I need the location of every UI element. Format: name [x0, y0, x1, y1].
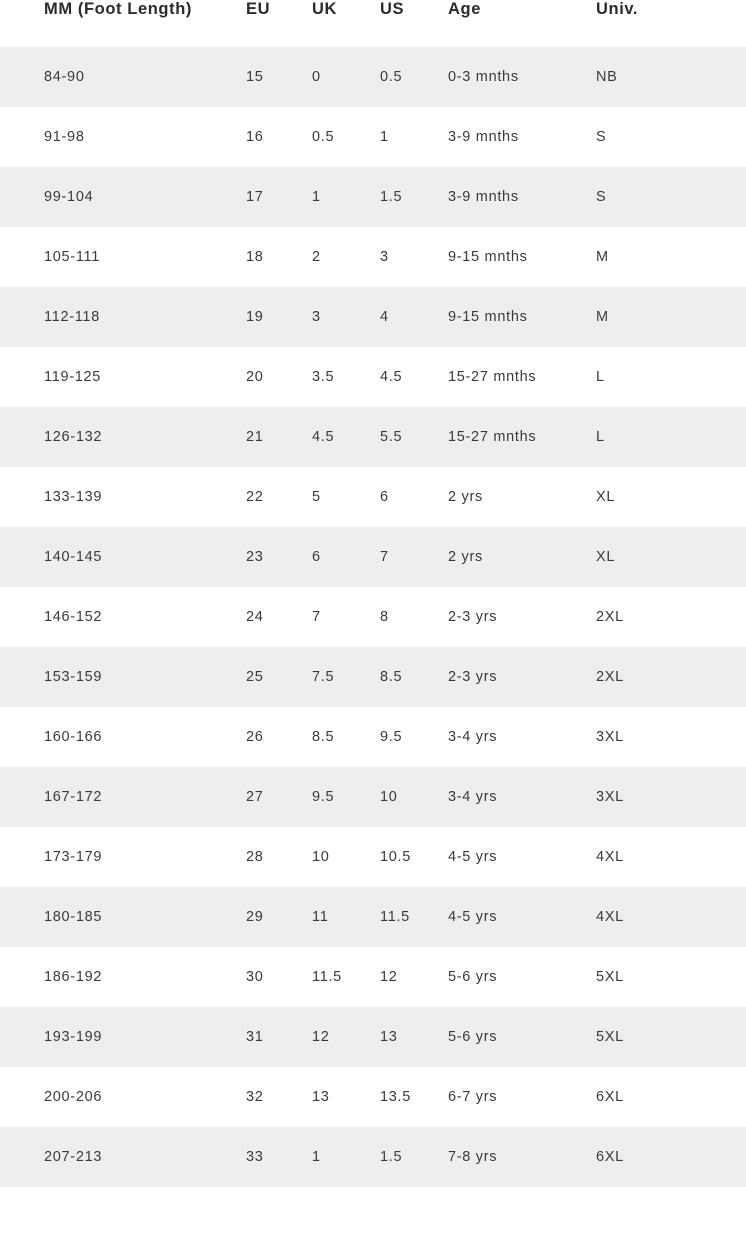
cell-spacer — [690, 467, 746, 527]
cell-univ: 5XL — [596, 947, 690, 1007]
cell-mm: 91-98 — [0, 107, 246, 167]
cell-uk: 3 — [312, 287, 380, 347]
cell-mm: 186-192 — [0, 947, 246, 1007]
cell-us: 1.5 — [380, 1127, 448, 1187]
cell-univ: XL — [596, 527, 690, 587]
cell-eu: 23 — [246, 527, 312, 587]
cell-uk: 12 — [312, 1007, 380, 1067]
cell-spacer — [690, 587, 746, 647]
cell-uk: 7.5 — [312, 647, 380, 707]
table-row — [0, 1127, 746, 1187]
cell-uk: 11.5 — [312, 947, 380, 1007]
cell-age: 5-6 yrs — [448, 1007, 596, 1067]
table-row — [0, 347, 746, 407]
cell-us: 6 — [380, 467, 448, 527]
cell-univ: 6XL — [596, 1067, 690, 1127]
cell-us: 1.5 — [380, 167, 448, 227]
cell-spacer — [690, 347, 746, 407]
cell-spacer — [690, 107, 746, 167]
table-row — [0, 167, 746, 227]
cell-mm: 112-118 — [0, 287, 246, 347]
cell-age: 15-27 mnths — [448, 407, 596, 467]
cell-us: 8.5 — [380, 647, 448, 707]
cell-mm: 167-172 — [0, 767, 246, 827]
cell-eu: 28 — [246, 827, 312, 887]
cell-mm: 84-90 — [0, 47, 246, 107]
cell-univ: L — [596, 347, 690, 407]
cell-us: 1 — [380, 107, 448, 167]
cell-us: 10 — [380, 767, 448, 827]
cell-us: 5.5 — [380, 407, 448, 467]
cell-univ: XL — [596, 467, 690, 527]
cell-spacer — [690, 47, 746, 107]
table-row — [0, 407, 746, 467]
cell-mm: 160-166 — [0, 707, 246, 767]
cell-uk: 10 — [312, 827, 380, 887]
cell-age: 3-4 yrs — [448, 707, 596, 767]
cell-uk: 6 — [312, 527, 380, 587]
cell-spacer — [690, 227, 746, 287]
cell-uk: 0 — [312, 47, 380, 107]
column-header-uk: UK — [312, 0, 338, 18]
cell-eu: 30 — [246, 947, 312, 1007]
cell-age: 2 yrs — [448, 527, 596, 587]
cell-eu: 27 — [246, 767, 312, 827]
cell-us: 0.5 — [380, 47, 448, 107]
column-header-spacer — [690, 0, 746, 47]
cell-age: 9-15 mnths — [448, 287, 596, 347]
cell-eu: 20 — [246, 347, 312, 407]
cell-univ: 4XL — [596, 827, 690, 887]
cell-us: 4 — [380, 287, 448, 347]
cell-mm: 140-145 — [0, 527, 246, 587]
table-header — [0, 0, 746, 47]
column-header-eu: EU — [246, 0, 271, 18]
cell-us: 10.5 — [380, 827, 448, 887]
cell-age: 15-27 mnths — [448, 347, 596, 407]
cell-age: 2-3 yrs — [448, 587, 596, 647]
cell-age: 4-5 yrs — [448, 887, 596, 947]
cell-mm: 133-139 — [0, 467, 246, 527]
cell-eu: 22 — [246, 467, 312, 527]
cell-uk: 4.5 — [312, 407, 380, 467]
cell-spacer — [690, 647, 746, 707]
cell-age: 5-6 yrs — [448, 947, 596, 1007]
table-row — [0, 827, 746, 887]
table-body — [0, 47, 746, 1187]
cell-mm: 119-125 — [0, 347, 246, 407]
cell-mm: 105-111 — [0, 227, 246, 287]
cell-eu: 15 — [246, 47, 312, 107]
cell-us: 11.5 — [380, 887, 448, 947]
column-header-mm: MM (Foot Length) — [44, 0, 192, 18]
cell-univ: 2XL — [596, 587, 690, 647]
cell-uk: 5 — [312, 467, 380, 527]
cell-eu: 16 — [246, 107, 312, 167]
table-row — [0, 287, 746, 347]
cell-spacer — [690, 827, 746, 887]
cell-univ: M — [596, 287, 690, 347]
cell-us: 12 — [380, 947, 448, 1007]
table-row — [0, 107, 746, 167]
table-row — [0, 887, 746, 947]
cell-eu: 19 — [246, 287, 312, 347]
cell-us: 8 — [380, 587, 448, 647]
table-row — [0, 527, 746, 587]
cell-us: 9.5 — [380, 707, 448, 767]
cell-age: 3-4 yrs — [448, 767, 596, 827]
cell-univ: NB — [596, 47, 690, 107]
cell-mm: 126-132 — [0, 407, 246, 467]
cell-age: 2-3 yrs — [448, 647, 596, 707]
cell-age: 2 yrs — [448, 467, 596, 527]
cell-uk: 3.5 — [312, 347, 380, 407]
cell-spacer — [690, 767, 746, 827]
column-header-age: Age — [448, 0, 481, 18]
cell-uk: 0.5 — [312, 107, 380, 167]
cell-mm: 193-199 — [0, 1007, 246, 1067]
cell-spacer — [690, 707, 746, 767]
table-row — [0, 227, 746, 287]
cell-us: 7 — [380, 527, 448, 587]
cell-us: 13.5 — [380, 1067, 448, 1127]
cell-eu: 33 — [246, 1127, 312, 1187]
cell-mm: 180-185 — [0, 887, 246, 947]
table-row — [0, 647, 746, 707]
header-row — [0, 0, 746, 47]
cell-age: 9-15 mnths — [448, 227, 596, 287]
table-row — [0, 1067, 746, 1127]
cell-uk: 11 — [312, 887, 380, 947]
cell-age: 3-9 mnths — [448, 107, 596, 167]
cell-uk: 2 — [312, 227, 380, 287]
cell-eu: 25 — [246, 647, 312, 707]
cell-uk: 1 — [312, 1127, 380, 1187]
cell-eu: 29 — [246, 887, 312, 947]
cell-eu: 31 — [246, 1007, 312, 1067]
table-row — [0, 707, 746, 767]
cell-age: 4-5 yrs — [448, 827, 596, 887]
cell-us: 13 — [380, 1007, 448, 1067]
cell-eu: 26 — [246, 707, 312, 767]
cell-us: 3 — [380, 227, 448, 287]
cell-spacer — [690, 887, 746, 947]
table-row — [0, 1007, 746, 1067]
cell-uk: 7 — [312, 587, 380, 647]
cell-univ: 3XL — [596, 767, 690, 827]
cell-eu: 17 — [246, 167, 312, 227]
table-row — [0, 767, 746, 827]
cell-spacer — [690, 167, 746, 227]
table-row — [0, 587, 746, 647]
cell-eu: 24 — [246, 587, 312, 647]
cell-univ: 4XL — [596, 887, 690, 947]
cell-age: 3-9 mnths — [448, 167, 596, 227]
cell-eu: 21 — [246, 407, 312, 467]
cell-spacer — [690, 1067, 746, 1127]
cell-spacer — [690, 947, 746, 1007]
cell-uk: 1 — [312, 167, 380, 227]
table-row — [0, 47, 746, 107]
column-header-us: US — [380, 0, 405, 18]
table-row — [0, 467, 746, 527]
table-row — [0, 947, 746, 1007]
cell-mm: 146-152 — [0, 587, 246, 647]
cell-univ: L — [596, 407, 690, 467]
cell-eu: 18 — [246, 227, 312, 287]
cell-us: 4.5 — [380, 347, 448, 407]
cell-univ: 5XL — [596, 1007, 690, 1067]
cell-univ: 2XL — [596, 647, 690, 707]
cell-univ: 6XL — [596, 1127, 690, 1187]
cell-age: 6-7 yrs — [448, 1067, 596, 1127]
cell-eu: 32 — [246, 1067, 312, 1127]
cell-uk: 9.5 — [312, 767, 380, 827]
cell-age: 7-8 yrs — [448, 1127, 596, 1187]
cell-uk: 13 — [312, 1067, 380, 1127]
cell-spacer — [690, 527, 746, 587]
cell-mm: 99-104 — [0, 167, 246, 227]
cell-spacer — [690, 407, 746, 467]
cell-spacer — [690, 1007, 746, 1067]
cell-univ: 3XL — [596, 707, 690, 767]
cell-mm: 207-213 — [0, 1127, 246, 1187]
cell-univ: S — [596, 167, 690, 227]
cell-uk: 8.5 — [312, 707, 380, 767]
cell-spacer — [690, 1127, 746, 1187]
cell-mm: 173-179 — [0, 827, 246, 887]
cell-univ: M — [596, 227, 690, 287]
column-header-univ: Univ. — [596, 0, 639, 18]
cell-spacer — [690, 287, 746, 347]
cell-univ: S — [596, 107, 690, 167]
cell-age: 0-3 mnths — [448, 47, 596, 107]
cell-mm: 153-159 — [0, 647, 246, 707]
cell-mm: 200-206 — [0, 1067, 246, 1127]
